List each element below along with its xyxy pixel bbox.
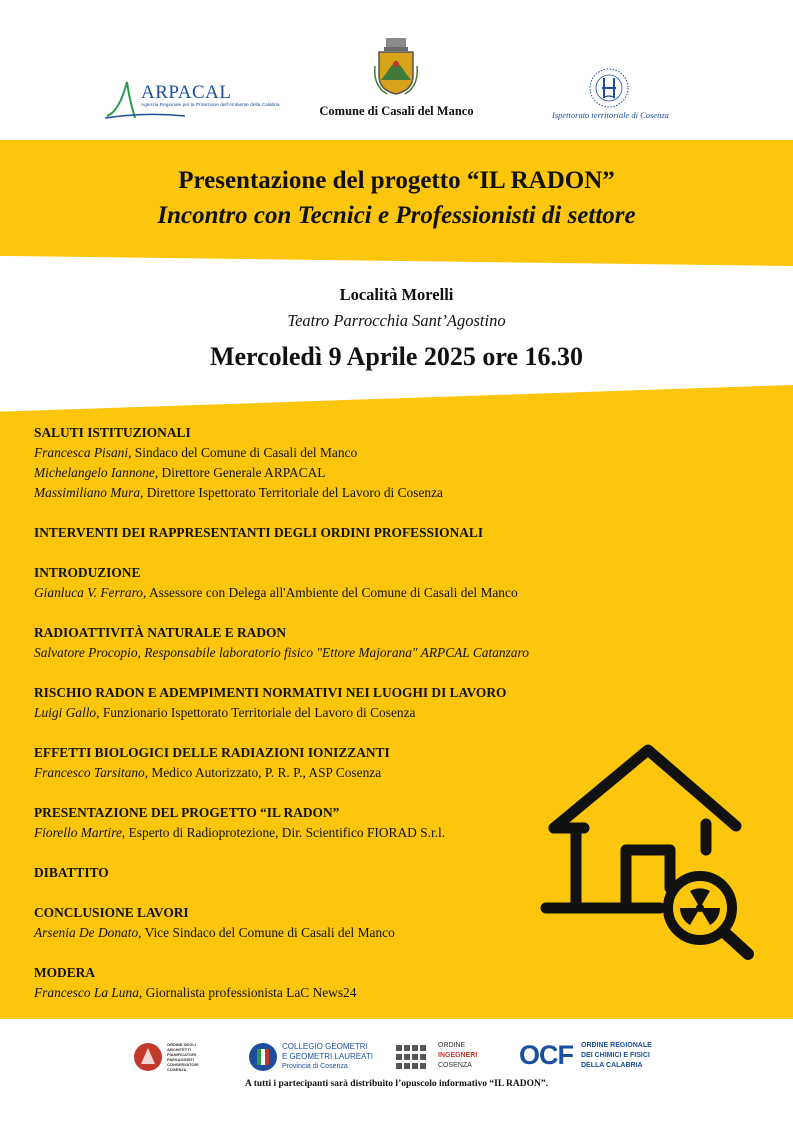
speaker-line <box>34 443 734 463</box>
speaker-role: , Direttore Ispettorato Territoriale del Lavoro di Cosenza <box>140 485 443 500</box>
architetti-emblem-icon <box>133 1040 163 1074</box>
speaker-name: Francesca Pisani <box>34 445 129 460</box>
section-title: SALUTI ISTITUZIONALI <box>34 425 191 440</box>
section-title: PRESENTAZIONE DEL PROGETTO “IL RADON” <box>34 805 340 820</box>
arpacal-subtitle: Agenzia Regionale per la Protezione dell'Ambiente della Calabria <box>141 103 280 108</box>
ingegneri-line3: COSENZA <box>438 1062 472 1069</box>
house-radon-icon <box>540 738 758 963</box>
speaker-name: Gianluca V. Ferraro <box>34 585 143 600</box>
logo-collegio-geometri <box>248 1040 373 1074</box>
section-title: INTERVENTI DEI RAPPRESENTANTI DEGLI ORDINI PROFESSIONALI <box>34 525 484 540</box>
section-title: INTRODUZIONE <box>34 565 141 580</box>
speaker-role: , Giornalista professionista LaC News24 <box>138 985 357 1000</box>
section-introduzione <box>34 563 734 603</box>
section-rischio <box>34 683 734 723</box>
section-saluti <box>34 423 734 503</box>
speaker-line <box>34 463 734 483</box>
geometri-line1: COLLEGIO GEOMETRI <box>282 1042 368 1051</box>
event-date: Mercoledì 9 Aprile 2025 ore 16.30 <box>209 342 584 371</box>
speaker-role: , Sindaco del Comune di Casali del Manco <box>128 445 358 460</box>
ingegneri-grid-icon <box>396 1045 430 1069</box>
geometri-line2: E GEOMETRI LAUREATI <box>282 1052 373 1061</box>
architetti-name: ORDINE DEGLI ARCHITETTI PIANIFICATORI PAESAGGISTI CONSERVATORI COSENZA <box>167 1042 199 1072</box>
section-title: MODERA <box>34 965 95 980</box>
chimici-line3: DELLA CALABRIA <box>581 1062 643 1069</box>
speaker-line <box>34 583 734 603</box>
section-title: EFFETTI BIOLOGICI DELLE RADIAZIONI IONIZZANTI <box>34 745 390 760</box>
section-radioattivita <box>34 623 734 663</box>
section-title: RISCHIO RADON E ADEMPIMENTI NORMATIVI NEI LUOGHI DI LAVORO <box>34 685 507 700</box>
speaker-name: Michelangelo Iannone, <box>34 465 159 480</box>
speaker-line <box>34 983 734 1003</box>
geometri-line3: Provincia di Cosenza <box>282 1063 348 1070</box>
speaker-name: Fiorello Martire <box>34 825 122 840</box>
chimici-line1: ORDINE REGIONALE <box>581 1042 652 1049</box>
speaker-role: , Assessore con Delega all'Ambiente del Comune di Casali del Manco <box>142 585 518 600</box>
speaker-line <box>34 703 734 723</box>
chimici-mark: OCF <box>519 1040 573 1070</box>
speaker-name: Francesco Tarsitano <box>34 765 145 780</box>
event-title: Presentazione del progetto “IL RADON” <box>178 167 615 194</box>
ingegneri-line2: INGEGNERI <box>438 1052 478 1059</box>
ingegneri-line1: ORDINE <box>438 1042 466 1049</box>
event-subtitle: Incontro con Tecnici e Professionisti di settore <box>157 202 636 229</box>
logo-ordine-ingegneri <box>396 1042 486 1072</box>
speaker-name: Francesco La Luna <box>34 985 139 1000</box>
section-interventi <box>34 523 734 543</box>
speaker-role: Direttore Generale ARPACAL <box>158 465 326 480</box>
arpacal-name: ARPACAL <box>141 82 232 103</box>
section-title: CONCLUSIONE LAVORI <box>34 905 189 920</box>
footer-note: A tutti i partecipanti sarà distribuito l’opuscolo informativo “IL RADON”. <box>245 1079 548 1089</box>
section-modera <box>34 963 734 1003</box>
comune-crest-icon <box>373 36 419 98</box>
ispettorato-name: Ispettorato territoriale di Cosenza <box>552 110 669 120</box>
speaker-name: Massimiliano Mura <box>34 485 141 500</box>
speaker-role: , Medico Autorizzato, P. R. P., ASP Cosenza <box>144 765 382 780</box>
speaker-name: Luigi Gallo <box>34 705 97 720</box>
ispettorato-seal-icon <box>578 68 640 108</box>
section-title: DIBATTITO <box>34 865 109 880</box>
speaker-role: , Funzionario Ispettorato Territoriale del Lavoro di Cosenza <box>96 705 416 720</box>
speaker-name: Arsenia De Donato <box>34 925 139 940</box>
location-place: Località Morelli <box>339 285 454 304</box>
speaker-role: , Vice Sindaco del Comune di Casali del Manco <box>138 925 395 940</box>
speaker-line: Salvatore Procopio, Responsabile laboratorio fisico "Ettore Majorana" ARPCAL Catanzaro <box>34 645 529 660</box>
speaker-line <box>34 483 734 503</box>
location-venue: Teatro Parrocchia Sant’Agostino <box>287 311 506 330</box>
speaker-role: , Esperto di Radioprotezione, Dir. Scientifico FIORAD S.r.l. <box>121 825 446 840</box>
logo-ordine-architetti <box>133 1040 218 1074</box>
logo-ordine-chimici-fisici <box>519 1040 659 1074</box>
geometri-emblem-icon <box>248 1042 278 1072</box>
comune-name: Comune di Casali del Manco <box>319 104 474 118</box>
section-title: RADIOATTIVITÀ NATURALE E RADON <box>34 625 287 640</box>
chimici-line2: DEI CHIMICI E FISICI <box>581 1052 650 1059</box>
